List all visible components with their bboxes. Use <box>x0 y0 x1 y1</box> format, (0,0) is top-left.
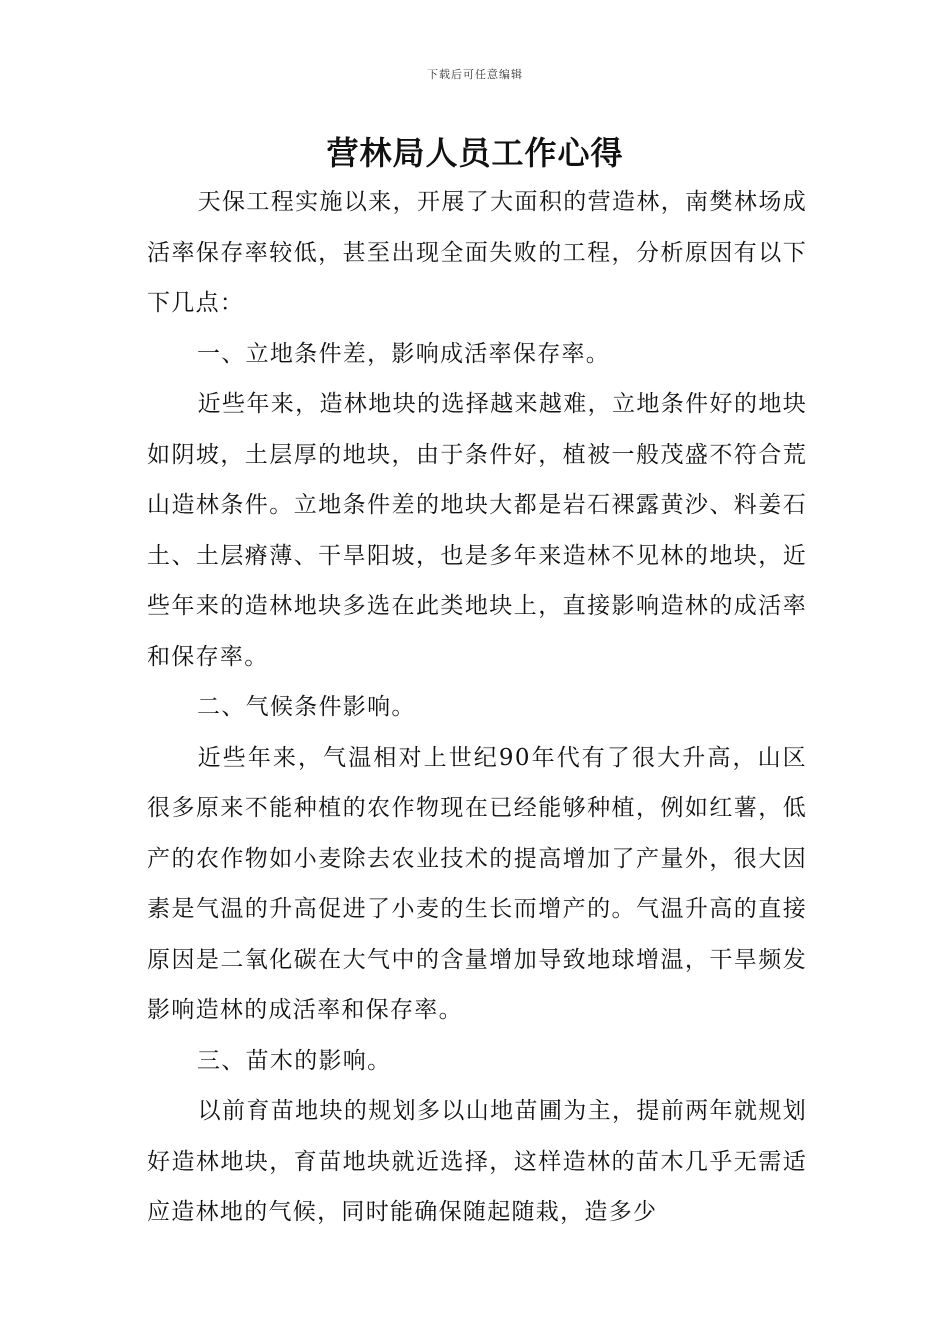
paragraph-site-conditions: 近些年来，造林地块的选择越来越难，立地条件好的地块如阴坡，土层厚的地块，由于条件好，植被一般茂盛不符合荒山造林条件。立地条件差的地块大都是岩石裸露黄沙、料姜石土、土层瘠薄、干旱阳坡，也是多年来造林不见林的地块，近些年来的造林地块多选在此类地块上，直接影响造林的成活率和保存率。 <box>147 391 807 670</box>
paragraph-seedlings: 以前育苗地块的规划多以山地苗圃为主，提前两年就规划好造林地块，育苗地块就近选择，这样造林的苗木几乎无需适应造林地的气候，同时能确保随起随栽，造多少 <box>147 1098 807 1225</box>
section-heading-2: 二、气候条件影响。 <box>197 694 416 720</box>
document-body <box>147 177 807 1238</box>
section-heading-1: 一、立地条件差，影响成活率保存率。 <box>197 340 611 367</box>
header-note: 下载后可任意编辑 <box>427 68 523 81</box>
document-title: 营林局人员工作心得 <box>326 134 624 172</box>
paragraph-climate: 近些年来，气温相对上世纪90年代有了很大升高，山区很多原来不能种植的农作物现在已经能够种植，例如红薯，低产的农作物如小麦除去农业技术的提高增加了产量外，很大因素是气温的升高促进了小麦的生长而增产的。气温升高的直接原因是二氧化碳在大气中的含量增加导致地球增温，干旱频发影响造林的成活率和保存率。 <box>147 744 807 1023</box>
section-heading-3: 三、苗木的影响。 <box>197 1047 392 1074</box>
paragraph-intro: 天保工程实施以来，开展了大面积的营造林，南樊林场成活率保存率较低，甚至出现全面失败的工程，分析原因有以下下几点： <box>147 189 807 316</box>
